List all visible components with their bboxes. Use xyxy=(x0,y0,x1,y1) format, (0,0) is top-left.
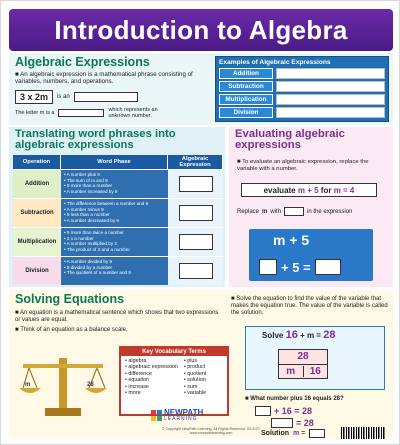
column-header: Operation xyxy=(13,155,61,169)
answer-blank[interactable] xyxy=(179,263,213,279)
bar-part-16: 16 xyxy=(309,365,321,377)
phrase-item: • 9 less than a number xyxy=(64,212,165,218)
letter-row xyxy=(15,107,178,119)
logo-tiles-icon xyxy=(151,410,162,421)
bullet: ■ Think of an equation as a balance scale. xyxy=(15,327,128,333)
example-label: Division xyxy=(219,107,273,118)
section-heading: Evaluating algebraic expressions xyxy=(235,128,345,151)
phrase-cell xyxy=(61,170,168,198)
work-row-2 xyxy=(271,418,314,428)
translation-table xyxy=(13,155,223,285)
example-label: Multiplication xyxy=(219,94,273,105)
example-input[interactable] xyxy=(276,94,385,105)
balance-scale-image xyxy=(15,350,111,420)
vocabulary-column xyxy=(125,358,178,396)
section-heading: Solving Equations xyxy=(15,292,125,306)
replace-tail: in the expression xyxy=(307,208,353,215)
example-input[interactable] xyxy=(276,107,385,118)
expression-cell xyxy=(168,257,223,285)
logo-line-2: LEARNING xyxy=(164,416,198,422)
column-header: Word Phase xyxy=(61,155,168,169)
phrase-item: • A number plus 9 xyxy=(64,172,165,178)
phrase-item: • 2 x a number xyxy=(64,236,165,242)
vocabulary-term: • quotient xyxy=(184,371,207,377)
svg-text:m: m xyxy=(25,382,31,388)
answer-blank[interactable] xyxy=(309,429,325,438)
answer-blank[interactable] xyxy=(255,406,271,416)
eval-for: for xyxy=(320,185,332,195)
answer-blank[interactable] xyxy=(179,234,213,250)
phrase-item: • The quotient of a number and 9 xyxy=(64,270,165,276)
calculation-panel xyxy=(249,229,373,281)
page-title: Introduction to Algebra xyxy=(54,14,348,45)
barcode-icon xyxy=(341,427,385,439)
operation-cell: Addition xyxy=(13,170,61,198)
vocabulary-term: • solution xyxy=(184,377,207,383)
example-label: Subtraction xyxy=(219,81,273,92)
vocabulary-term: • increase xyxy=(125,384,178,390)
table-header xyxy=(13,155,223,169)
solve-box xyxy=(245,326,385,390)
vocabulary-term: • more xyxy=(125,390,178,396)
bar-part-m: m xyxy=(279,366,304,377)
section-heading: Algebraic Expressions xyxy=(15,55,150,69)
solve-equation xyxy=(262,329,335,341)
solution-var: m = xyxy=(293,430,306,437)
answer-blank[interactable] xyxy=(315,259,341,275)
vocabulary-term: • difference xyxy=(125,371,178,377)
vocabulary-term: • plus xyxy=(184,358,207,364)
solution-label: Solution xyxy=(261,430,289,437)
vocabulary-term: • algebra xyxy=(125,358,178,364)
algebraic-expressions-section xyxy=(9,53,393,125)
bar-model xyxy=(278,349,328,379)
bar-parts xyxy=(279,365,327,379)
bullet-text: An equation is a mathematical sentence which shows that two expressions or values are equal. xyxy=(15,310,219,323)
calc-row xyxy=(259,259,341,275)
eval-word: evaluate xyxy=(263,185,296,195)
phrase-item: • 9 more than a number xyxy=(64,183,165,189)
expression-cell xyxy=(168,170,223,198)
example-row-division xyxy=(219,107,385,118)
solve-instruction-text: Solve the equation to find the value of the variable that makes the equation true. The value of the variable is called the solution. xyxy=(231,296,388,316)
copyright: © Copyright NewPath Learning. All Rights Reserved. 93-4107 www.newpathlearning.com xyxy=(161,427,261,435)
phrase-item: • The sum of m and 9 xyxy=(64,178,165,184)
title-bar xyxy=(9,9,393,51)
operation-cell: Subtraction xyxy=(13,199,61,227)
phrase-item: • A number divided by 9 xyxy=(64,259,165,265)
work-text: = 28 xyxy=(296,418,314,428)
example-input[interactable] xyxy=(276,68,385,79)
phrase-item: • 9 divided by a number xyxy=(64,265,165,271)
replace-row xyxy=(237,207,352,216)
operation-cell: Division xyxy=(13,257,61,285)
translating-section xyxy=(9,127,225,287)
bullet-text: Think of an equation as a balance scale. xyxy=(20,327,128,333)
phrase-item: • A number minus 9 xyxy=(64,207,165,213)
replace-with: with xyxy=(270,208,282,215)
vocabulary-box xyxy=(119,346,229,416)
phrase-cell xyxy=(61,199,168,227)
vocabulary-term: • sum xyxy=(184,384,207,390)
phrase-item: • The difference between a number and 9 xyxy=(64,201,165,207)
calc-expression: m + 5 xyxy=(273,232,310,248)
vocabulary-term: • algebraic expression xyxy=(125,364,178,370)
phrase-cell xyxy=(61,228,168,256)
examples-title: Examples of Algebraic Expressions xyxy=(219,59,331,66)
answer-blank[interactable] xyxy=(271,418,293,428)
work-row-1 xyxy=(255,406,312,416)
solving-bullets xyxy=(15,310,225,337)
vocabulary-term: • product xyxy=(184,364,207,370)
phrase-item: • 5 more than twice a number xyxy=(64,230,165,236)
operation-cell: Multiplication xyxy=(13,228,61,256)
vocabulary-column xyxy=(184,358,207,396)
phrase-item: • A number decreased by 9 xyxy=(64,218,165,224)
section-heading: Translating word phrases into algebraic expressions xyxy=(15,128,176,151)
examples-panel xyxy=(215,56,389,122)
evaluating-section xyxy=(229,127,393,287)
vocabulary-term: • variable xyxy=(184,390,207,396)
replace-variable: m xyxy=(262,208,268,215)
table-row xyxy=(13,169,223,198)
calc-plus: + 5 = xyxy=(281,259,311,275)
solve-a: 16 xyxy=(285,329,298,341)
what-question: ■ What number plus 16 equals 28? xyxy=(245,396,344,402)
answer-blank[interactable] xyxy=(74,92,138,102)
example-row-addition xyxy=(219,68,385,79)
example-expression: 3 x 2m xyxy=(15,90,53,104)
what-text: What number plus 16 equals 28? xyxy=(250,396,344,402)
vocabulary-columns xyxy=(125,358,223,396)
answer-blank[interactable] xyxy=(179,176,213,192)
example-label: Addition xyxy=(219,68,273,79)
phrase-cell xyxy=(61,257,168,285)
table-body xyxy=(13,169,223,285)
table-row xyxy=(13,198,223,227)
bullet: ■ An equation is a mathematical sentence which shows that two expressions or values are equal. xyxy=(15,310,219,323)
replace-text: Replace xyxy=(237,208,260,215)
expression-cell xyxy=(168,228,223,256)
vocabulary-title: Key Vocabulary Terms xyxy=(121,348,227,356)
vocabulary-term: • equation xyxy=(125,377,178,383)
phrase-item: • The product of 2 and a number xyxy=(64,247,165,253)
work-text: + 16 = 28 xyxy=(274,406,313,416)
instruction-text: ■ To evaluate an algebraic expression, replace the variable with a number. xyxy=(237,159,369,172)
table-row xyxy=(13,227,223,256)
instruction: To evaluate an algebraic expression, replace the variable with a number. xyxy=(237,159,369,172)
definition-text: ■ An algebraic expression is a mathematical phrase consisting of variables, numbers, and operations. xyxy=(15,71,193,86)
example-row xyxy=(15,90,138,104)
bar-total: 28 xyxy=(279,350,327,365)
letter-text-b: which represents an unknown number. xyxy=(108,107,158,119)
phrase-item: • A number increased by 9 xyxy=(64,189,165,195)
solve-instruction: ■ Solve the equation to find the value of the variable that makes the equation true. The value of the variable is called the solution. xyxy=(231,296,388,316)
eval-expression: m + 5 xyxy=(297,185,319,195)
expression-cell xyxy=(168,199,223,227)
letter-text-a: The letter m is a xyxy=(15,110,55,116)
solve-b: 28 xyxy=(323,329,336,341)
example-row-subtraction xyxy=(219,81,385,92)
answer-blank[interactable] xyxy=(179,205,213,221)
answer-blank[interactable] xyxy=(284,207,304,216)
solve-label: Solve xyxy=(262,331,284,340)
column-header: Algebraic Expression xyxy=(168,155,223,169)
solve-op: + m = xyxy=(300,331,321,340)
evaluate-box xyxy=(241,183,377,197)
table-row xyxy=(13,256,223,285)
answer-blank[interactable] xyxy=(259,259,277,275)
logo-line-1: NEWPATH xyxy=(164,408,204,417)
newpath-logo xyxy=(151,409,203,422)
answer-blank[interactable] xyxy=(58,109,104,117)
definition: An algebraic expression is a mathematical phrase consisting of variables, numbers, and operations. xyxy=(15,71,193,86)
eval-value: m = 4 xyxy=(333,185,355,195)
example-row-multiplication xyxy=(219,94,385,105)
example-input[interactable] xyxy=(276,81,385,92)
phrase-item: • A number multiplied by 2 xyxy=(64,241,165,247)
svg-text:28: 28 xyxy=(87,382,94,388)
example-label: is an xyxy=(57,94,70,100)
